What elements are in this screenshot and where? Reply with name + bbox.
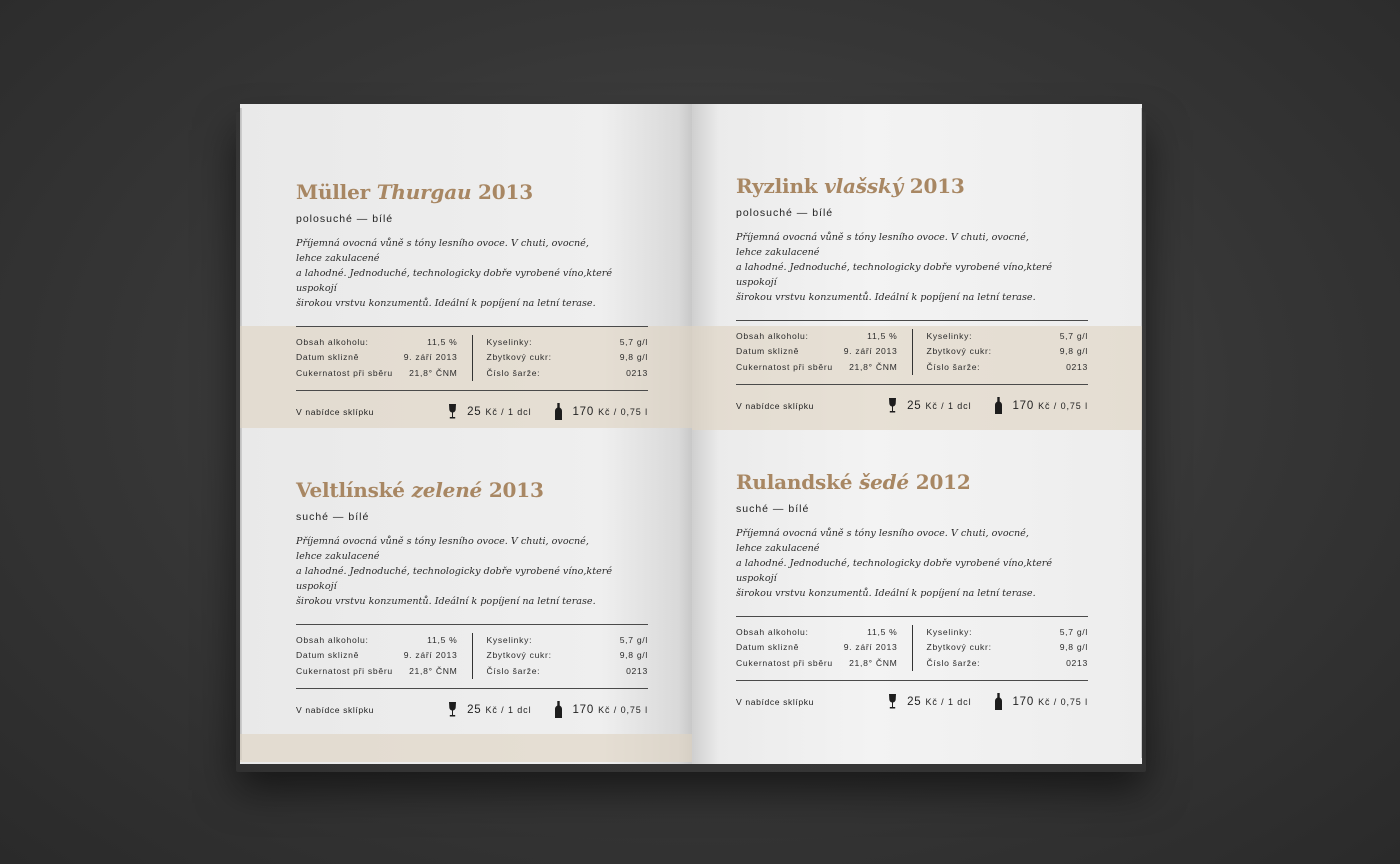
offer-label: V nabídce sklípku: [296, 406, 375, 417]
offer-label: V nabídce sklípku: [736, 696, 815, 707]
wine-description: Příjemná ovocná vůně s tóny lesního ovoce. V chuti, ovocné, lehce zakulacené a lahodné. Jednoduché, technologicky dobře vyrobené víno,které uspokojí širokou vrstvu konzumentů. Ideální k popíjení na letní terase.: [296, 238, 613, 309]
wine-bottle-icon: [995, 693, 1002, 710]
specs-left-column: [736, 329, 912, 375]
spec-row: Datum sklizně 9. září 2013: [296, 650, 458, 661]
wine-entry: [736, 174, 1088, 414]
spec-row: Obsah alkoholu: 11,5 %: [736, 331, 898, 341]
spec-row: Datum sklizně 9. září 2013: [736, 346, 898, 357]
spec-row: Obsah alkoholu: 11,5 %: [296, 337, 458, 347]
wine-bottle-icon: [555, 403, 562, 420]
left-page: [240, 104, 692, 764]
specs-right-column: [912, 625, 1089, 671]
wine-type: polosuché — bílé: [296, 213, 394, 225]
wine-bottle-icon: [555, 701, 562, 718]
specs-right-column: [472, 633, 649, 679]
open-wine-booklet: [240, 104, 1142, 764]
wine-entry: [736, 470, 1088, 710]
spec-row: Zbytkový cukr: 9,8 g/l: [926, 346, 1088, 357]
wine-specs: [296, 625, 648, 688]
offer-label: V nabídce sklípku: [296, 704, 375, 715]
spec-row: Cukernatost při sběru 21,8° ČNM: [296, 665, 458, 676]
wine-title: Ryzlink vlašský 2013: [736, 174, 965, 198]
divider: [736, 384, 1088, 385]
wine-title: Veltlínské zelené 2013: [296, 478, 544, 502]
spec-row: Kyselinky: 5,7 g/l: [926, 627, 1088, 637]
wine-title: Müller Thurgau 2013: [296, 180, 533, 204]
spec-row: Kyselinky: 5,7 g/l: [486, 635, 648, 645]
wine-description: Příjemná ovocná vůně s tóny lesního ovoce. V chuti, ovocné, lehce zakulacené a lahodné. Jednoduché, technologicky dobře vyrobené víno,které uspokojí širokou vrstvu konzumentů. Ideální k popíjení na letní terase.: [736, 232, 1053, 303]
spec-row: Datum sklizně 9. září 2013: [736, 642, 898, 653]
spec-row: Cukernatost při sběru 21,8° ČNM: [296, 367, 458, 378]
spec-row: Číslo šarže: 0213: [926, 657, 1088, 668]
bottle-price: 170 Kč / 0,75 l: [995, 397, 1088, 414]
offer-row: [296, 701, 648, 718]
spec-row: Zbytkový cukr: 9,8 g/l: [486, 650, 648, 661]
spec-row: Kyselinky: 5,7 g/l: [926, 331, 1088, 341]
wine-type: suché — bílé: [736, 503, 810, 515]
wine-specs: [296, 327, 648, 390]
spec-row: Obsah alkoholu: 11,5 %: [296, 635, 458, 645]
wine-description: Příjemná ovocná vůně s tóny lesního ovoce. V chuti, ovocné, lehce zakulacené a lahodné. Jednoduché, technologicky dobře vyrobené víno,které uspokojí širokou vrstvu konzumentů. Ideální k popíjení na letní terase.: [736, 528, 1053, 599]
right-page: [692, 104, 1142, 764]
spec-row: Číslo šarže: 0213: [926, 361, 1088, 372]
offer-row: [296, 403, 648, 420]
page-stack-edge: [240, 108, 242, 760]
spec-row: Zbytkový cukr: 9,8 g/l: [486, 352, 648, 363]
bottle-price: 170 Kč / 0,75 l: [555, 701, 648, 718]
wine-description: Příjemná ovocná vůně s tóny lesního ovoce. V chuti, ovocné, lehce zakulacené a lahodné. Jednoduché, technologicky dobře vyrobené víno,které uspokojí širokou vrstvu konzumentů. Ideální k popíjení na letní terase.: [296, 536, 613, 607]
bottle-price: 170 Kč / 0,75 l: [995, 693, 1088, 710]
wine-specs: [736, 617, 1088, 680]
glass-price: 25 Kč / 1 dcl: [888, 398, 971, 413]
spec-row: Kyselinky: 5,7 g/l: [486, 337, 648, 347]
offer-label: V nabídce sklípku: [736, 400, 815, 411]
wine-entry: [296, 180, 648, 420]
specs-left-column: [296, 335, 472, 381]
wine-type: polosuché — bílé: [736, 207, 834, 219]
divider: [296, 390, 648, 391]
spec-row: Číslo šarže: 0213: [486, 665, 648, 676]
glass-price: 25 Kč / 1 dcl: [448, 404, 531, 419]
specs-left-column: [296, 633, 472, 679]
wine-title: Rulandské šedé 2012: [736, 470, 971, 494]
specs-left-column: [736, 625, 912, 671]
spec-row: Cukernatost při sběru 21,8° ČNM: [736, 361, 898, 372]
specs-right-column: [912, 329, 1089, 375]
wine-glass-icon: [448, 702, 457, 717]
spec-row: Zbytkový cukr: 9,8 g/l: [926, 642, 1088, 653]
glass-price: 25 Kč / 1 dcl: [888, 694, 971, 709]
bottle-price: 170 Kč / 0,75 l: [555, 403, 648, 420]
wine-specs: [736, 321, 1088, 384]
specs-right-column: [472, 335, 649, 381]
wine-glass-icon: [888, 694, 897, 709]
divider: [296, 688, 648, 689]
spec-row: Datum sklizně 9. září 2013: [296, 352, 458, 363]
wine-glass-icon: [448, 404, 457, 419]
wine-type: suché — bílé: [296, 511, 370, 523]
wine-entry: [296, 478, 648, 718]
offer-row: [736, 397, 1088, 414]
beige-band-bottom: [240, 734, 692, 762]
wine-bottle-icon: [995, 397, 1002, 414]
spec-row: Cukernatost při sběru 21,8° ČNM: [736, 657, 898, 668]
wine-glass-icon: [888, 398, 897, 413]
page-stack-edge: [1141, 108, 1142, 758]
offer-row: [736, 693, 1088, 710]
spec-row: Obsah alkoholu: 11,5 %: [736, 627, 898, 637]
glass-price: 25 Kč / 1 dcl: [448, 702, 531, 717]
divider: [736, 680, 1088, 681]
spec-row: Číslo šarže: 0213: [486, 367, 648, 378]
